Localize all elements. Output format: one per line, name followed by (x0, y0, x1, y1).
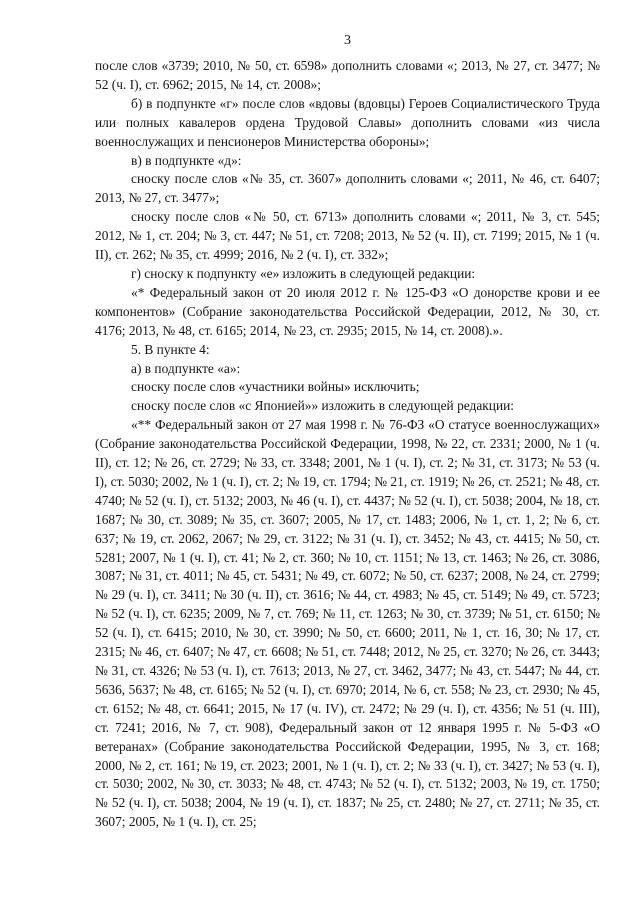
paragraph-footnote-japan: сноску после слов «с Японией»» изложить в следующей редакции: (131, 398, 515, 414)
paragraph-footnote-donor-law: «* Федеральный закон от 20 июля 2012 г. № 125-ФЗ «О донорстве крови и ее компонентов» (Собрание законодательства Российской Федерации, 2012, № 30, ст. 4176; 2013, № 48, ст. 6165; 2014, № 23, ст. 2935; 2015, № 14, ст. 2008).». (95, 284, 600, 338)
document-body (95, 57, 600, 832)
paragraph-footnote-remove: сноску после слов «участники войны» исключить; (131, 379, 420, 395)
paragraph-item-b: б) в подпункте «г» после слов «вдовы (вдовцы) Героев Социалистического Труда или полных кавалеров ордена Трудовой Славы» дополнить словами «из числа военнослужащих и пенсионеров Министерства обороны»; (95, 95, 600, 149)
paragraph-point-5: 5. В пункте 4: (131, 341, 210, 357)
paragraph-item-v: в) в подпункте «д»: (131, 152, 242, 168)
paragraph-footnote-military-law: «** Федеральный закон от 27 мая 1998 г. № 76-ФЗ «О статусе военнослужащих» (Собрание законодательства Российской Федерации, 1998, № 22, ст. 2331; 2000, № 1 (ч. II), ст. 12; № 26, ст. 2729; № 33, ст. 3348; 2001, № 1 (ч. I), ст. 2; № 31, ст. 3173; № 53 (ч. I), ст. 5030; 2002, № 1 (ч. I), ст. 2; № 19, ст. 1794; № 21, ст. 1919; № 26, ст. 2521; № 48, ст. 4740; № 52 (ч. I), ст. 5132; 2003, № 46 (ч. I), ст. 4437; № 52 (ч. I), ст. 5038; 2004, № 18, ст. 1687; № 30, ст. 3089; № 35, ст. 3607; 2005, № 17, ст. 1483; 2006, № 1, ст. 1, 2; № 6, ст. 637; № 19, ст. 2062, 2067; № 29, ст. 3122; № 31 (ч. I), ст. 3452; № 43, ст. 4415; № 50, ст. 5281; 2007, № 1 (ч. I), ст. 41; № 2, ст. 360; № 10, ст. 1151; № 13, ст. 1463; № 26, ст. 3086, 3087; № 31, ст. 4011; № 45, ст. 5431; № 49, ст. 6072; № 50, ст. 6237; 2008, № 24, ст. 2799; № 29 (ч. I), ст. 3411; № 30 (ч. II), ст. 3616; № 44, ст. 4983; № 45, ст. 5149; № 49, ст. 5723; № 52 (ч. I), ст. 6235; 2009, № 7, ст. 769; № 11, ст. 1263; № 30, ст. 3739; № 51, ст. 6150; № 52 (ч. I), ст. 6415; 2010, № 30, ст. 3990; № 50, ст. 6600; 2011, № 1, ст. 16, 30; № 17, ст. 2315; № 46, ст. 6407; № 47, ст. 6608; № 51, ст. 7448; 2012, № 25, ст. 3270; № 26, ст. 3443; № 31, ст. 4326; № 53 (ч. I), ст. 7613; 2013, № 27, ст. 3462, 3477; № 43, ст. 5447; № 44, ст. 5636, 5637; № 48, ст. 6165; № 52 (ч. I), ст. 6970; 2014, № 6, ст. 558; № 23, ст. 2930; № 45, ст. 6152; № 48, ст. 6641; 2015, № 17 (ч. IV), ст. 2472; № 29 (ч. I), ст. 4356; № 51 (ч. III), ст. 7241; 2016, № 7, ст. 908), Федеральный закон от 12 января 1995 г. № 5-ФЗ «О ветеранах» (Собрание законодательства Российской Федерации, 1995, № 3, ст. 168; 2000, № 2, ст. 161; № 19, ст. 2023; 2001, № 1 (ч. I), ст. 2; № 33 (ч. I), ст. 3427; № 53 (ч. I), ст. 5030; 2002, № 30, ст. 3033; № 48, ст. 4743; № 52 (ч. I), ст. 5132; 2003, № 19, ст. 1750; № 52 (ч. I), ст. 5038; 2004, № 19 (ч. I), ст. 1837; № 25, ст. 2480; № 27, ст. 2711; № 35, ст. 3607; 2005, № 1 (ч. I), ст. 25; (95, 417, 600, 830)
paragraph-subitem-a: а) в подпункте «а»: (131, 360, 241, 376)
paragraph-footnote-50: сноску после слов «№ 50, ст. 6713» дополнить словами «; 2011, № 3, ст. 545; 2012, № 1, ст. 204; № 3, ст. 447; № 51, ст. 7208; 2013, № 52 (ч. II), ст. 7199; 2015, № 1 (ч. II), ст. 262; № 35, ст. 4999; 2016, № 2 (ч. I), ст. 332»; (95, 209, 600, 263)
paragraph-footnote-35: сноску после слов «№ 35, ст. 3607» дополнить словами «; 2011, № 46, ст. 6407; 2013, № 27, ст. 3477»; (95, 171, 600, 206)
paragraph-continuation: после слов «3739; 2010, № 50, ст. 6598» дополнить словами «; 2013, № 27, ст. 3477; № 52 (ч. I), ст. 6962; 2015, № 14, ст. 2008»; (95, 58, 600, 92)
paragraph-item-g: г) сноску к подпункту «е» изложить в следующей редакции: (131, 265, 476, 281)
page-number: 3 (344, 33, 351, 48)
